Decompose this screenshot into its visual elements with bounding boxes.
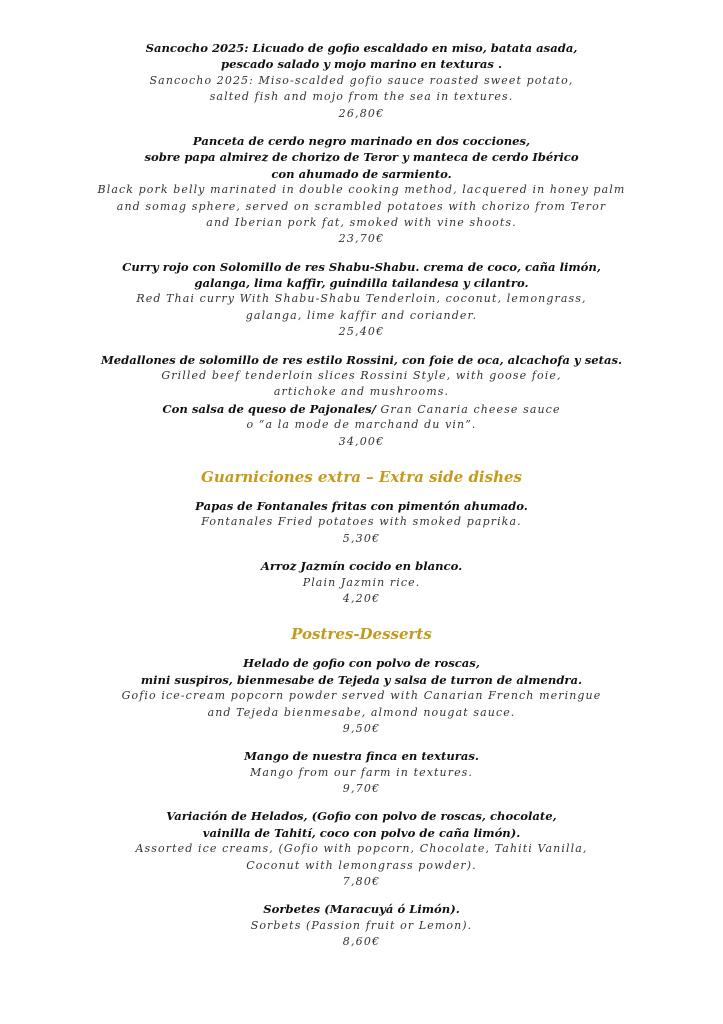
dish-name-es: Helado de gofio con polvo de roscas, (243, 656, 480, 671)
dish-description-en: Grilled beef tenderloin slices Rossini Style, with goose foie, (161, 369, 562, 383)
dish-description-en: Coconut with lemongrass powder). (246, 858, 477, 872)
dish-description-en: o “a la mode de marchand du vin”. (246, 418, 477, 432)
menu-page (0, 40, 723, 962)
dish-name-es: con ahumado de sarmiento. (271, 166, 452, 181)
dish-price: 7,80€ (342, 875, 381, 889)
menu-item (0, 808, 723, 890)
dish-name-es: pescado salado y mojo marino en texturas . (220, 57, 502, 72)
dish-description-en: Assorted ice creams, (Gofio with popcorn, Chocolate, Tahiti Vanilla, (135, 842, 588, 856)
section-heading: Postres-Desserts (291, 625, 432, 644)
dish-name-es: Panceta de cerdo negro marinado en dos cocciones, (192, 133, 531, 148)
dish-price: 34,00€ (338, 434, 385, 448)
dish-name-es: Arroz Jazmín cocido en blanco. (260, 559, 463, 574)
dish-description-en: salted fish and mojo from the sea in textures. (209, 90, 514, 104)
dish-description-en: Gofio ice-cream popcorn powder served with Canarian French meringue (121, 689, 602, 703)
dish-price: 8,60€ (342, 935, 381, 949)
sauce-name-es: Con salsa de queso de Pajonales/ (162, 401, 376, 416)
dish-name-es: vainilla de Tahití, coco con polvo de caña limón). (202, 825, 521, 840)
sauce-name-en: Gran Canaria cheese sauce (375, 402, 561, 416)
dish-description-en: Sorbets (Passion fruit or Lemon). (250, 918, 473, 932)
menu-section (0, 40, 723, 450)
dish-description-en: Sancocho 2025: Miso-scalded gofio sauce roasted sweet potato, (149, 73, 574, 87)
dish-description-en: and Iberian pork fat, smoked with vine shoots. (206, 215, 517, 229)
section-heading: Guarniciones extra – Extra side dishes (201, 467, 522, 486)
menu-item (0, 748, 723, 797)
dish-name-es: Papas de Fontanales fritas con pimentón ahumado. (195, 498, 528, 513)
dish-description-en: Red Thai curry With Shabu-Shabu Tenderloin, coconut, lemongrass, (136, 292, 587, 306)
dish-description-en: and Tejeda bienmesabe, almond nougat sauce. (207, 705, 516, 719)
dish-name-es: Sorbetes (Maracuyá ó Limón). (263, 902, 460, 917)
menu-item (0, 40, 723, 122)
dish-name-es: Curry rojo con Solomillo de res Shabu-Shabu. crema de coco, caña limón, (122, 259, 601, 274)
dish-price: 23,70€ (338, 232, 385, 246)
sauce-line (0, 401, 723, 417)
dish-description-en: galanga, lime kaffir and coriander. (245, 308, 478, 322)
dish-description-en: artichoke and mushrooms. (273, 385, 450, 399)
dish-name-es: Sancocho 2025: Licuado de gofio escaldado en miso, batata asada, (145, 41, 578, 55)
dish-description-en: and somag sphere, served on scrambled potatoes with chorizo from Teror (116, 199, 607, 213)
dish-name-es: Mango de nuestra finca en texturas. (244, 749, 479, 764)
dish-price: 26,80€ (338, 106, 385, 120)
dish-price: 5,30€ (342, 531, 381, 545)
dish-price: 4,20€ (342, 591, 381, 605)
dish-price: 9,70€ (342, 782, 381, 796)
dish-description-en: Mango from our farm in textures. (249, 765, 474, 779)
dish-price: 25,40€ (338, 325, 385, 339)
dish-name-es: galanga, lima kaffir, guindilla tailandesa y cilantro. (194, 276, 529, 291)
dish-name-es: Variación de Helados, (Gofio con polvo de roscas, chocolate, (166, 809, 557, 824)
dish-name-es: Medallones de solomillo de res estilo Rossini, con foie de oca, alcachofa y setas. (100, 352, 623, 367)
menu-item (0, 901, 723, 950)
menu-section (0, 466, 723, 607)
dish-price: 9,50€ (342, 721, 381, 735)
menu-item (0, 498, 723, 547)
menu-item (0, 558, 723, 607)
dish-name-es: sobre papa almirez de chorizo de Teror y manteca de cerdo Ibérico (144, 150, 579, 165)
menu-item (0, 655, 723, 737)
dish-description-en: Fontanales Fried potatoes with smoked paprika. (201, 515, 522, 529)
menu-item (0, 259, 723, 341)
menu-section (0, 623, 723, 950)
menu-item (0, 352, 723, 450)
menu-item (0, 133, 723, 248)
dish-description-en: Plain Jazmin rice. (302, 575, 421, 589)
dish-description-en: Black pork belly marinated in double cooking method, lacquered in honey palm (97, 183, 626, 197)
dish-name-es: mini suspiros, bienmesabe de Tejeda y salsa de turron de almendra. (140, 672, 583, 687)
